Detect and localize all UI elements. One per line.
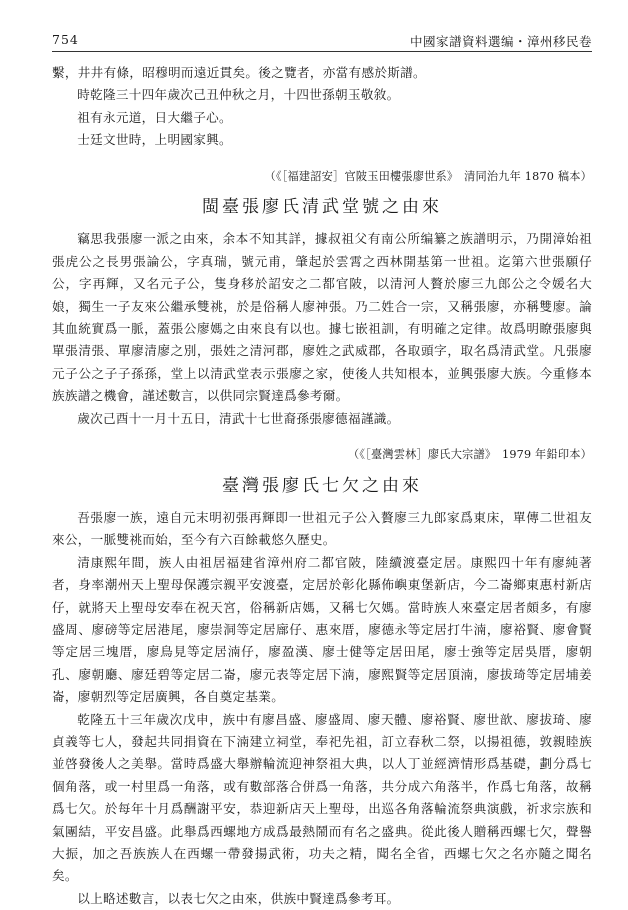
body-text-line: 祖有永元道，日大繼子心。 <box>77 109 232 125</box>
header-rule <box>52 51 592 52</box>
body-text-line: 時乾隆三十四年歲次己丑仲秋之月，十四世孫朝玉敬敘。 <box>77 87 400 103</box>
source-citation: （《［臺灣雲林］廖氏大宗譜》 1979 年鉛印本） <box>348 448 592 462</box>
section-title: 臺灣張廖氏七欠之由來 <box>222 475 422 496</box>
paragraph: 以上略述數言，以表七欠之由來，供族中賢達爲參考耳。 <box>77 890 400 906</box>
body-text-line: 士廷文世時，上明國家興。 <box>77 132 232 148</box>
paragraph: 吾張廖一族，遠自元末明初張再輝即一世祖元子公入贅廖三九郎家爲東床，單傳二世祖友來公，一脈雙祧而始，至今有六百餘載悠久歷史。 <box>52 509 592 548</box>
page-body <box>52 62 592 910</box>
source-citation: （《［福建詔安］官陂玉田樓張廖世系》 清同治九年 1870 稿本） <box>264 169 592 183</box>
paragraph: 乾隆五十三年歲次戊申，族中有廖昌盛、廖盛周、廖天體、廖裕賢、廖世歆、廖拔琦、廖貞義等七人，發起共同捐資在下湳建立祠堂，奉祀先祖，訂立春秋二祭，以揚祖德，敦親睦族並啓發後人之美舉。當時爲盛大舉辦輪流迎神祭祖大典，以人丁並經濟情形爲基礎，劃分爲七個角落，或一村里爲一角落，或有數部落合併爲一角落，共分成六角落半，作爲七角落，故稱爲七欠。於每年十月爲酬謝平安，恭迎新店天上聖母，出巡各角落輪流祭典演戲，祈求宗族和氣團結，平安昌盛。此舉爲西螺地方成爲最熱鬧而有名之盛典。從此後人贈稱西螺七欠，聲譽大振，加之吾族族人在西螺一帶發揚武術，功夫之精，聞名全省，西螺七欠之名亦隨之聞名矣。 <box>52 711 592 884</box>
paragraph: 清康熙年間，族人由祖居福建省漳州府二都官陂，陸續渡臺定居。康熙四十年有廖純著者，身率潮州天上聖母保護宗親平安渡臺，定居於彰化縣佈嶼東堡新店，今二崙鄉東惠村新店仔，就將天上聖母安奉在祝天宮，俗稱新店媽，又稱七欠媽。當時族人來臺定居者頗多，有廖盛周、廖磅等定居港尾，廖崇洞等定居廍仔、惠來厝，廖德永等定居打牛湳，廖裕賢、廖會賢等定居三塊厝，廖鳥見等定居湳仔，廖盈漢、廖士健等定居田尾，廖士強等定居吳厝，廖朝孔、廖朝廳、廖廷碧等定居二崙，廖元表等定居下湳，廖熙賢等定居頂湳，廖拔琦等定居埔姜崙，廖朝烈等定居廣興，各自奠定基業。 <box>52 554 592 705</box>
page-header <box>52 28 592 52</box>
section-title: 閩臺張廖氏清武堂號之由來 <box>202 197 442 218</box>
page-number: 754 <box>52 32 79 47</box>
paragraph: 竊思我張廖一派之由來，余本不知其詳，據叔祖父有南公所编纂之族譜明示，乃開漳始祖張虎公之長男張論公，字真瑞，號元甫，肇起於雲霄之西林開基第一世祖。迄第六世張願仔公，字再輝，又名元子公，隻身移於詔安之二都官陂，以清河人贅於廖三九郎公之令媛名大娘，獨生一子友來公繼承雙祧，於是俗稱人廖神張。乃二姓合一宗，又稱張廖，亦稱雙廖。論其血統實爲一脈，蓋張公廖媽之由來良有以也。據七嵌祖訓，有明確之定律。故爲明瞭張廖與單張清張、單廖清廖之別，張姓之清河郡，廖姓之武威郡，各取頭字，取名爲清武堂。凡張廖元子公之子子孫孫，堂上以清武堂表示張廖之家，使後人共知根本，並興張廖大族。今重修本族族譜之機會，謹述數言，以供同宗賢達爲參考爾。 <box>52 231 592 404</box>
book-title: 中國家譜資料選编・漳州移民卷 <box>409 34 592 49</box>
body-text-line: 繫，井井有條，昭穆明而遠近貫矣。後之覽者，亦當有感於斯譜。 <box>52 65 426 80</box>
paragraph: 歲次己酉十一月十五日，清武十七世裔孫張廖德福謹識。 <box>77 410 400 426</box>
